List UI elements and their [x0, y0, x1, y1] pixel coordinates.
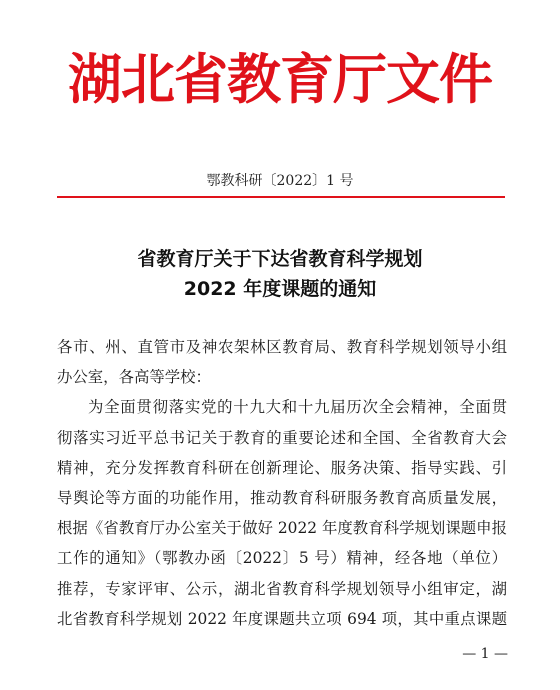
red-divider-line — [57, 196, 505, 198]
notice-title-line-2: 2022 年度课题的通知 — [183, 278, 377, 300]
paragraph-line-2: 彻落实习近平总书记关于教育的重要论述和全国、全省教育大会 — [57, 428, 507, 447]
paragraph-line-5: 根据《省教育厅办公室关于做好 2022 年度教育科学规划课题申报 — [57, 519, 507, 538]
paragraph-line-4: 导舆论等方面的功能作用，推动教育科研服务教育高质量发展， — [57, 489, 507, 508]
paragraph-line-1: 为全面贯彻落实党的十九大和十九届历次全会精神，全面贯 — [88, 398, 507, 417]
salutation-line-1: 各市、州、直管市及神农架林区教育局、教育科学规划领导小组 — [57, 338, 507, 356]
salutation-line-2: 办公室，各高等学校： — [57, 368, 211, 387]
paragraph-line-8: 北省教育科学规划 2022 年度课题共立项 694 项，其中重点课题 — [57, 609, 507, 628]
paragraph-line-6: 工作的通知》（鄂教办函〔2022〕5 号）精神，经各地（单位） — [57, 549, 507, 568]
document-number: 鄂教科研〔2022〕1 号 — [206, 173, 354, 189]
paragraph-line-3: 精神，充分发挥教育科研在创新理论、服务决策、指导实践、引 — [57, 458, 507, 477]
page-number: — 1 — — [462, 646, 508, 662]
masthead-title: 湖北省教育厅文件 — [68, 48, 492, 111]
notice-title-line-1: 省教育厅关于下达省教育科学规划 — [137, 248, 423, 270]
notice-title — [0, 244, 560, 304]
notice-body — [57, 332, 507, 634]
paragraph-line-7: 推荐，专家评审、公示，湖北省教育科学规划领导小组审定，湖 — [57, 579, 507, 598]
